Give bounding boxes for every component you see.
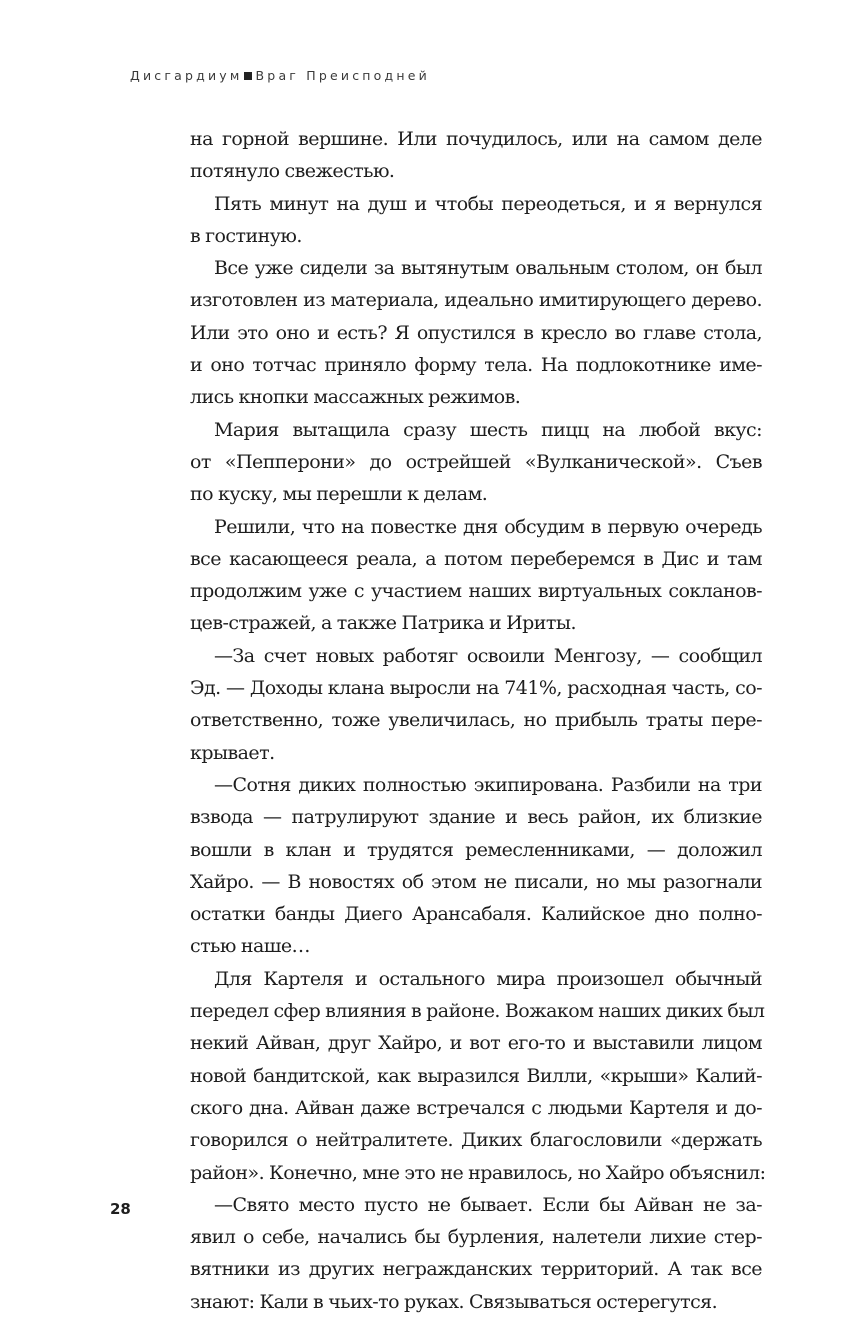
text-line: продолжим уже с участием наших виртуальных сокланов- — [190, 580, 762, 603]
text-line: вятники из других негражданских территорий. А так все — [190, 1258, 762, 1281]
text-line: знают: Кали в чьих-то руках. Связываться остерегутся. — [190, 1290, 718, 1313]
text-line: Все уже сидели за вытянутым овальным столом, он был — [214, 257, 762, 280]
text-line: цев-стражей, а также Патрика и Ириты. — [190, 612, 576, 635]
body-text — [190, 123, 766, 1318]
running-head-series: Дисгардиум — [130, 68, 243, 83]
text-line: остатки банды Диего Арансабаля. Калийское дно полно- — [190, 903, 762, 926]
text-line: —За счет новых работяг освоили Менгозу, — сообщил — [214, 644, 762, 667]
page-number: 28 — [110, 1200, 131, 1218]
text-line: Решили, что на повестке дня обсудим в первую очередь — [214, 515, 762, 538]
running-head — [130, 68, 430, 83]
text-line: потянуло свежестью. — [190, 160, 395, 183]
text-line: Для Картеля и остального мира произошел обычный — [214, 967, 762, 990]
text-line: —Сотня диких полностью экипирована. Разбили на три — [214, 773, 762, 796]
text-line: все касающееся реала, а потом переберемся в Дис и там — [190, 547, 762, 570]
text-line: вошли в клан и трудятся ремесленниками, — доложил — [190, 838, 762, 861]
text-line: некий Айван, друг Хайро, и вот его-то и выставили лицом — [190, 1032, 762, 1055]
text-line: —Свято место пусто не бывает. Если бы Айван не за- — [214, 1193, 762, 1216]
text-line: Или это оно и есть? Я опустился в кресло во главе стола, — [190, 321, 762, 344]
text-line: явил о себе, начались бы бурления, налетели лихие стер- — [190, 1226, 762, 1249]
text-line: в гостиную. — [190, 224, 302, 247]
text-line: Пять минут на душ и чтобы переодеться, и я вернулся — [214, 192, 762, 215]
square-bullet-icon — [244, 72, 252, 80]
text-line: передел сфер влияния в районе. Вожаком наших диких был — [190, 1000, 765, 1023]
text-line: новой бандитской, как выразился Вилли, «крыши» Калий- — [190, 1064, 762, 1087]
running-head-title: Враг Преисподней — [255, 68, 430, 83]
text-line: Хайро. — В новостях об этом не писали, но мы разогнали — [190, 870, 762, 893]
text-line: лись кнопки массажных режимов. — [190, 386, 521, 409]
text-line: от «Пепперони» до острейшей «Вулканической». Съев — [190, 450, 762, 473]
text-line: стью наше… — [190, 935, 310, 958]
text-line: взвода — патрулируют здание и весь район, их близкие — [190, 806, 762, 829]
text-line: ответственно, тоже увеличилась, но прибыль траты пере- — [190, 709, 762, 732]
text-line: говорился о нейтралитете. Диких благословили «держать — [190, 1129, 762, 1152]
text-line: изготовлен из материала, идеально имитирующего дерево. — [190, 289, 762, 312]
text-line: крывает. — [190, 741, 275, 764]
text-line: район». Конечно, мне это не нравилось, но Хайро объяснил: — [190, 1161, 766, 1184]
text-line: на горной вершине. Или почудилось, или на самом деле — [190, 128, 762, 150]
text-line: по куску, мы перешли к делам. — [190, 483, 488, 506]
text-line: Мария вытащила сразу шесть пицц на любой вкус: — [214, 418, 762, 441]
text-line: Эд. — Доходы клана выросли на 741%, расходная часть, со- — [190, 677, 762, 700]
text-line: ского дна. Айван даже встречался с людьми Картеля и до- — [190, 1096, 762, 1119]
text-line: и оно тотчас приняло форму тела. На подлокотнике име- — [190, 354, 762, 377]
